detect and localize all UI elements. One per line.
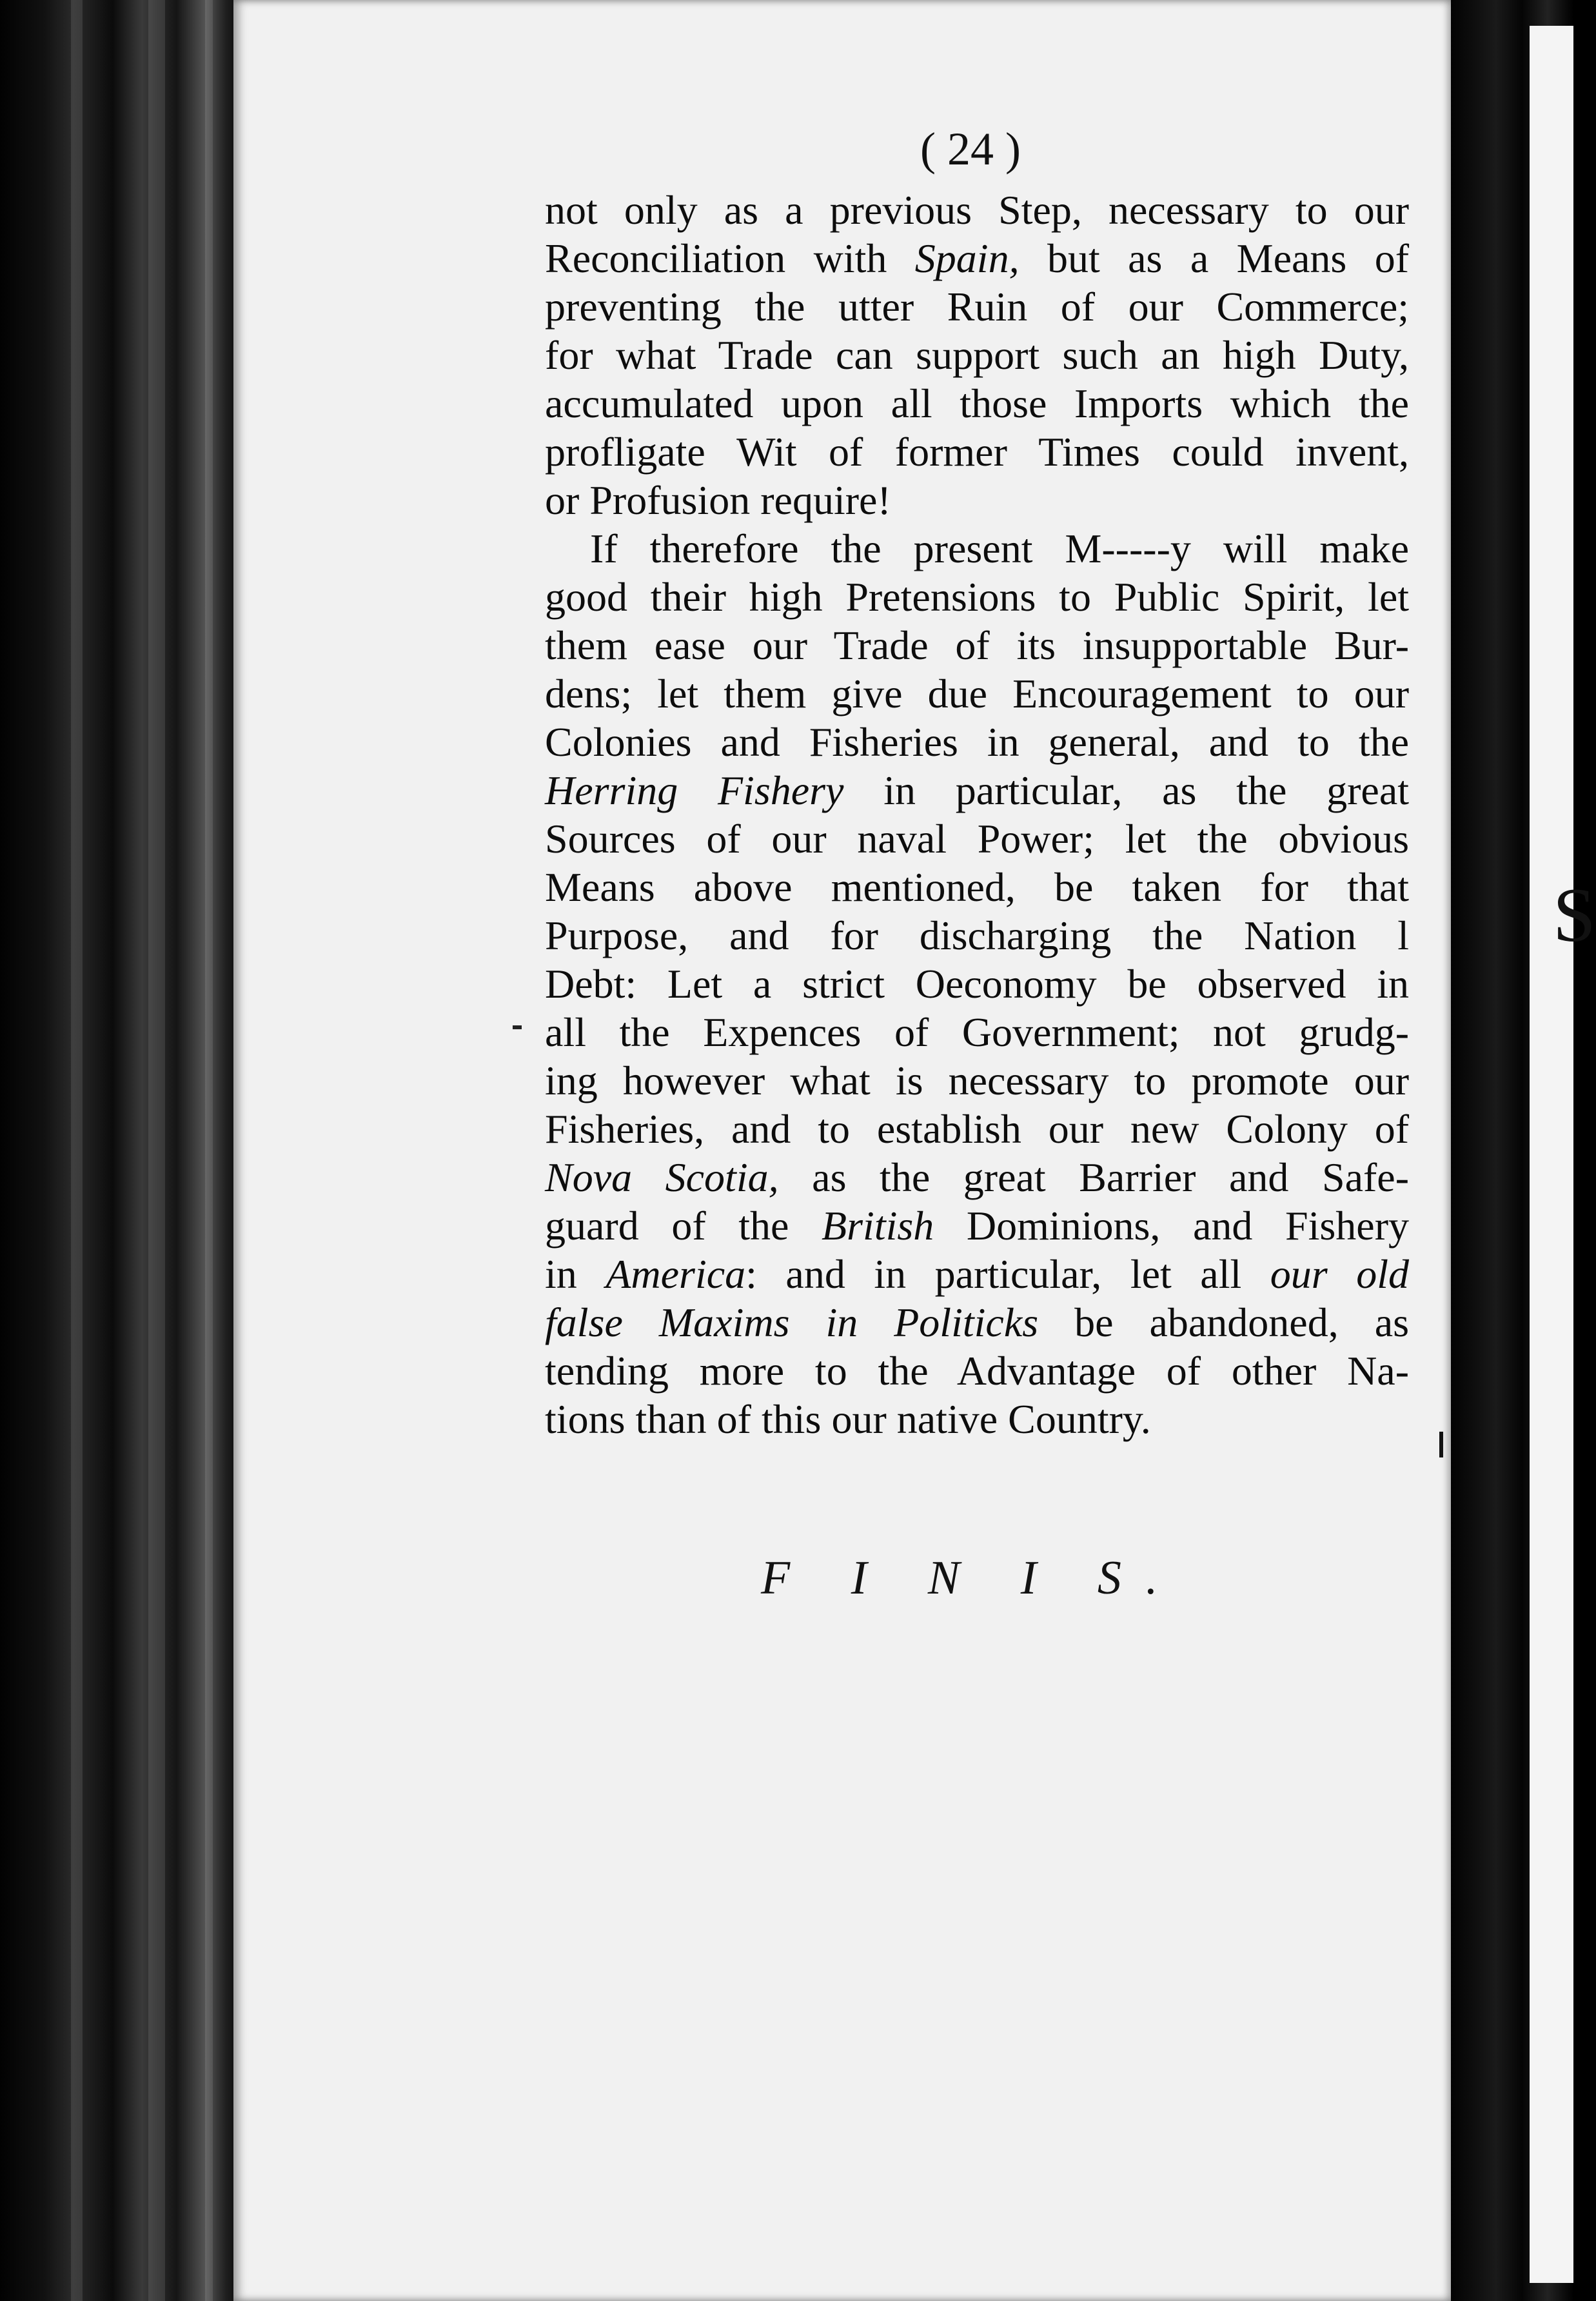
text-line [545, 1250, 1409, 1298]
facing-page-letter: S [1553, 872, 1596, 958]
text-segment: Purpose, and for discharging the Nation l [545, 913, 1409, 958]
text-line [545, 1298, 1409, 1347]
text-segment: : and in particular, let all [745, 1251, 1270, 1297]
text-line [545, 1008, 1409, 1056]
italic-text-segment: Nova Scotia, [545, 1154, 779, 1200]
text-segment: If therefore the present M-----y will make [590, 526, 1409, 571]
text-segment: profligate Wit of former Times could invent, [545, 429, 1409, 475]
text-segment: guard of the [545, 1203, 822, 1249]
text-segment: as the great Barrier and Safe- [778, 1154, 1410, 1200]
text-line [545, 863, 1409, 911]
spine-highlight [205, 0, 213, 2301]
text-line [545, 186, 1409, 234]
text-line [545, 960, 1409, 1008]
text-segment: good their high Pretensions to Public Spirit, let [545, 574, 1409, 620]
italic-text-segment: America [606, 1251, 746, 1297]
text-segment: or Profusion require! [545, 477, 891, 523]
text-segment: ing however what is necessary to promote our [545, 1058, 1409, 1103]
text-line [545, 573, 1409, 621]
text-segment: but as a Means of [1019, 235, 1410, 281]
margin-mark [1439, 1432, 1443, 1457]
text-line [545, 766, 1409, 815]
text-line [545, 669, 1409, 718]
spine-highlight [71, 0, 83, 2301]
text-segment: Reconciliation with [545, 235, 915, 281]
italic-text-segment: Herring Fishery [545, 767, 844, 813]
text-line [545, 1395, 1409, 1443]
text-segment: Fisheries, and to establish our new Colony of [545, 1106, 1409, 1152]
text-segment: tions than of this our native Country. [545, 1396, 1151, 1442]
text-line [545, 1105, 1409, 1153]
text-segment: tending more to the Advantage of other Na- [545, 1348, 1409, 1394]
text-line [545, 911, 1409, 960]
text-segment: Dominions, and Fishery [934, 1203, 1409, 1249]
finis: F I N I S. [761, 1552, 1183, 1605]
text-line [545, 718, 1409, 766]
page-number: ( 24 ) [920, 123, 1021, 175]
margin-mark [513, 1025, 522, 1029]
italic-text-segment: Spain, [914, 235, 1020, 281]
text-segment: not only as a previous Step, necessary to our [545, 187, 1409, 233]
body-text [545, 186, 1409, 1443]
text-segment: them ease our Trade of its insupportable Bur- [545, 622, 1409, 668]
spine-highlight [148, 0, 165, 2301]
text-line [545, 815, 1409, 863]
text-line [545, 524, 1409, 573]
text-segment: in [545, 1251, 606, 1297]
text-segment: preventing the utter Ruin of our Commerce; [545, 284, 1409, 330]
text-line [545, 331, 1409, 379]
text-line [545, 1056, 1409, 1105]
text-line [545, 621, 1409, 669]
text-line [545, 234, 1409, 282]
text-segment: all the Expences of Government; not grudg- [545, 1009, 1409, 1055]
text-segment: be abandoned, as [1038, 1299, 1409, 1345]
text-line [545, 282, 1409, 331]
text-line [545, 1347, 1409, 1395]
italic-text-segment: our old [1270, 1251, 1410, 1297]
text-segment: Sources of our naval Power; let the obvious [545, 816, 1409, 862]
text-line [545, 1201, 1409, 1250]
text-line [545, 379, 1409, 428]
text-segment: Colonies and Fisheries in general, and to the [545, 719, 1409, 765]
italic-text-segment: British [822, 1203, 934, 1249]
text-segment: Debt: Let a strict Oeconomy be observed in [545, 961, 1409, 1007]
book-spine-gutter [0, 0, 245, 2301]
text-segment: Means above mentioned, be taken for that [545, 864, 1409, 910]
facing-page-sliver [1530, 26, 1596, 2283]
text-segment: dens; let them give due Encouragement to our [545, 671, 1409, 716]
text-line [545, 428, 1409, 476]
text-segment: accumulated upon all those Imports which the [545, 380, 1409, 426]
italic-text-segment: false Maxims in Politicks [545, 1299, 1039, 1345]
text-line [545, 476, 1409, 524]
text-segment: for what Trade can support such an high Duty, [545, 332, 1409, 378]
text-segment: in particular, as the great [843, 767, 1410, 813]
text-line [545, 1153, 1409, 1201]
